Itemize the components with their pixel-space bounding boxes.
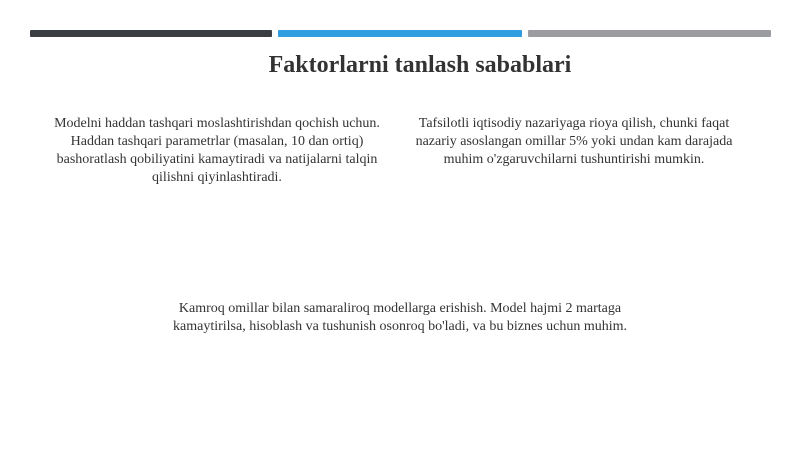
accent-bar-dark (30, 30, 272, 37)
paragraph-economic-theory: Tafsilotli iqtisodiy nazariyaga rioya qilish, chunki faqat nazariy asoslangan omillar 5% yoki undan kam darajada muhim o'zgaruvchilarni tushuntirishi mumkin. (415, 116, 733, 167)
paragraph-efficiency: Kamroq omillar bilan samaraliroq modellarga erishish. Model hajmi 2 martaga kamaytirilsa, hisoblash va tushunish osonroq bo'ladi, va bu biznes uchun muhim. (173, 301, 627, 334)
slide-title: Faktorlarni tanlash sabablari (268, 52, 572, 78)
paragraph-overfitting: Modelni haddan tashqari moslashtirishdan qochish uchun. Haddan tashqari parametrlar (masalan, 10 dan ortiq) bashoratlash qobiliyatini kamaytiradi va natijalarni talqin qilishni qiyinlashtiradi. (54, 116, 380, 185)
accent-bar-blue (278, 30, 522, 37)
accent-bar-gray (528, 30, 771, 37)
